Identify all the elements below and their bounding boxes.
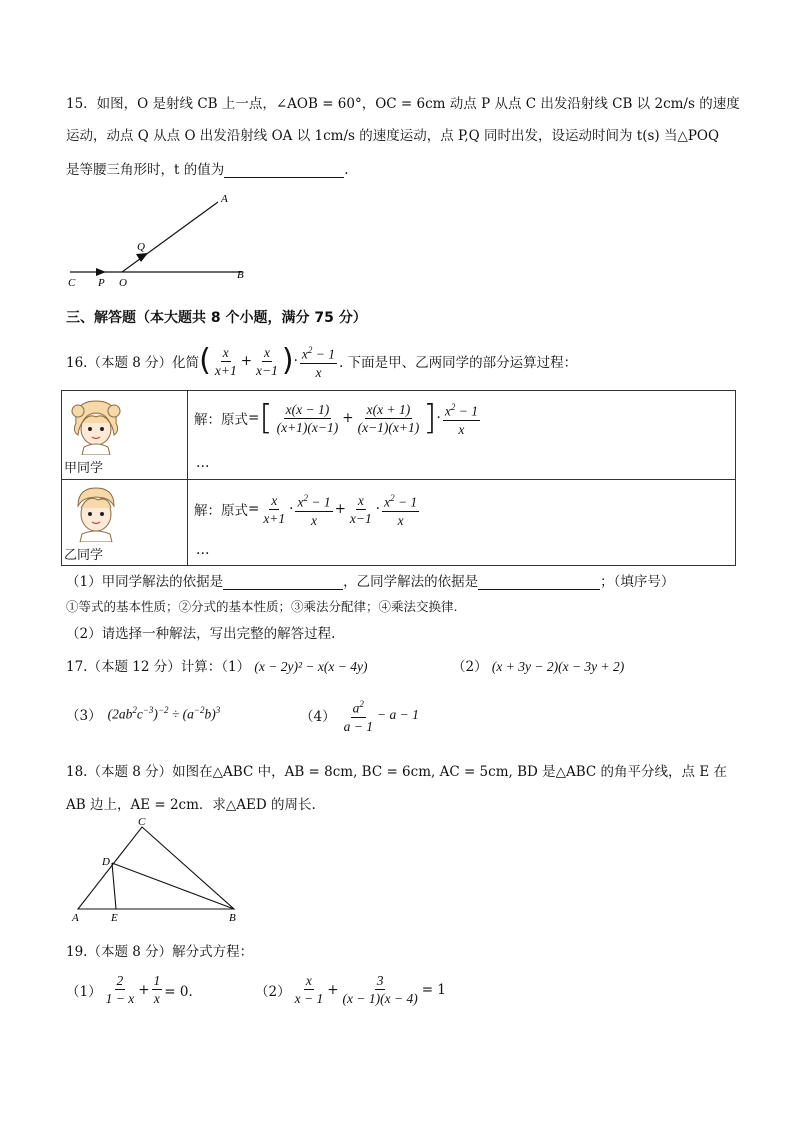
student-b-label: 乙同学	[64, 548, 104, 563]
label-c: C	[68, 277, 76, 289]
frac-q19-2b: $\frac{3}{(x - 1)(x - 4)}$	[342, 973, 418, 1006]
q16-subq1-a: （1）甲同学解法的依据是	[66, 574, 224, 590]
q16-stem	[66, 342, 577, 381]
q16-subq2: （2）请选择一种解法，写出完整的解答过程.	[66, 626, 336, 642]
q19-eq2	[255, 972, 446, 1007]
frac-b3: $\frac{x}{x-1}$	[349, 492, 372, 526]
eq-a: =	[248, 410, 260, 427]
frac-q17-4: $\frac{a^2}{a - 1}$	[342, 696, 375, 735]
jie-a: 解：原式	[194, 412, 248, 429]
plus-q19-2: +	[327, 981, 339, 998]
student-a-expr	[194, 399, 482, 438]
label-o: O	[119, 277, 127, 289]
paren-open: (	[199, 343, 211, 379]
ray-oa	[122, 202, 218, 272]
q19-prefix: 19.（本题 8 分）解分式方程：	[66, 944, 254, 960]
label-b: B	[237, 269, 244, 281]
q19-l2: （2）	[255, 983, 291, 1000]
q19-eq2-end: = 1	[421, 981, 446, 998]
solution-table	[61, 390, 736, 566]
q17-part2	[452, 655, 624, 675]
label-q: Q	[137, 241, 145, 253]
bracket-close: ]	[423, 398, 437, 439]
paren-close: )	[281, 343, 294, 379]
q16-prefix: 16.（本题 8 分）化简	[66, 355, 200, 372]
label-p: P	[98, 277, 105, 289]
segment-bd	[112, 863, 234, 909]
dot-b2: ·	[375, 501, 381, 518]
blank-student-b[interactable]	[478, 575, 600, 590]
q18-line2: AB 边上，AE = 2cm．求△AED 的周长.	[66, 797, 316, 813]
dot-b1: ·	[289, 501, 294, 518]
frac-b1: $\frac{x}{x+1}$	[263, 492, 286, 526]
q16-options: ①等式的基本性质；②分式的基本性质；③乘法分配律；④乘法交换律.	[66, 599, 458, 614]
q17-p4-rest: − a − 1	[376, 707, 419, 723]
q15-line1: 15．如图，O 是射线 CB 上一点，∠AOB = 60°，OC = 6cm 动点 P 从点 C 出发沿射线 CB 以 2cm/s 的速度	[66, 96, 740, 112]
frac-a2: $\frac{x(x + 1)}{(x-1)(x+1)}$	[357, 401, 420, 435]
boy-avatar-icon	[68, 484, 124, 542]
label-b2: B	[229, 912, 236, 924]
plus: +	[240, 353, 253, 370]
plus-q19-1: +	[138, 981, 150, 998]
q15-answer-blank[interactable]	[224, 163, 344, 178]
q17-line1	[66, 655, 367, 675]
q17-l3: （3）	[66, 708, 102, 724]
label-a2: A	[72, 912, 79, 924]
q17-prefix: 17.（本题 12 分）计算：（1）	[66, 659, 251, 675]
girl-avatar-icon	[66, 395, 126, 455]
q17-l2: （2）	[452, 659, 488, 675]
q19-eq1	[66, 972, 202, 1007]
section3-title: 三、解答题（本大题共 8 个小题，满分 75 分）	[66, 310, 367, 326]
frac-q19-1b: $\frac{1}{x}$	[153, 973, 161, 1006]
q19-eq1-end: = 0．	[164, 983, 202, 1000]
q17-p2: (x + 3y − 2)(x − 3y + 2)	[491, 659, 625, 674]
frac-x2minus1-x: $\frac{x^2 - 1}{x}$	[300, 342, 337, 381]
ellipsis-b: …	[196, 542, 210, 558]
student-b-expr	[194, 490, 421, 529]
label-a: A	[221, 193, 228, 205]
q16-subq1-c: ；（填序号）	[600, 574, 675, 590]
q18-line1: 18.（本题 8 分）如图在△ABC 中，AB = 8cm, BC = 6cm, AC = 5cm, BD 是△ABC 的角平分线，点 E 在	[66, 764, 727, 780]
plus-b: +	[334, 501, 346, 518]
q16-subq1	[66, 570, 674, 590]
frac-a1: $\frac{x(x - 1)}{(x+1)(x-1)}$	[276, 401, 339, 435]
blank-student-a[interactable]	[223, 575, 343, 590]
segment-de	[112, 863, 116, 909]
frac-b4: $\frac{x^2 - 1}{x}$	[382, 490, 419, 529]
bracket-open: [	[259, 398, 273, 439]
q17-l4: （4）	[300, 709, 336, 726]
frac-a3: $\frac{x^2 - 1}{x}$	[443, 399, 480, 438]
plus-a: +	[342, 410, 354, 427]
jie-b: 解：原式	[194, 503, 248, 520]
q15-period: .	[344, 162, 349, 178]
frac-x-xplus1: $\frac{x}{x+1}$	[214, 344, 237, 378]
frac-b2: $\frac{x^2 - 1}{x}$	[295, 490, 332, 529]
student-a-work	[188, 391, 736, 480]
eq-b: =	[248, 501, 260, 518]
student-a-label: 甲同学	[64, 461, 104, 476]
triangle-abc	[78, 827, 234, 909]
q16-subq1-b: ，乙同学解法的依据是	[343, 574, 479, 590]
student-a-cell	[62, 391, 188, 480]
label-c2: C	[138, 816, 146, 828]
frac-q19-1a: $\frac{2}{1 - x}$	[105, 973, 135, 1006]
label-e: E	[111, 912, 118, 924]
q16-suffix: . 下面是甲、乙两同学的部分运算过程：	[339, 355, 578, 372]
student-b-work	[188, 480, 736, 566]
q15-line2: 运动，动点 Q 从点 O 出发沿射线 OA 以 1cm/s 的速度运动，点 P,Q 同时出发，设运动时间为 t(s) 当△POQ	[66, 128, 720, 144]
q15-line3-text: 是等腰三角形时，t 的值为	[66, 162, 225, 178]
q17-p1: (x − 2y)² − x(x − 4y)	[254, 659, 368, 674]
dot-a: ·	[436, 410, 441, 427]
q15-line3	[66, 158, 349, 178]
q17-p3: $(2ab^2c^{-3})^{-2} \div (a^{-2}b)^3$	[107, 705, 221, 722]
frac-q19-2a: $\frac{x}{x - 1}$	[294, 973, 324, 1006]
q17-part3	[66, 704, 220, 724]
frac-x-xminus1: $\frac{x}{x-1}$	[256, 344, 278, 378]
q15-figure	[60, 190, 260, 290]
q18-figure	[66, 815, 251, 925]
dot: ·	[293, 353, 298, 370]
arrow-p-icon	[96, 268, 106, 276]
student-b-cell	[62, 480, 188, 566]
ellipsis-a: …	[196, 455, 210, 471]
q17-part4	[300, 696, 419, 735]
label-d: D	[102, 856, 110, 868]
q19-l1: （1）	[66, 983, 102, 1000]
